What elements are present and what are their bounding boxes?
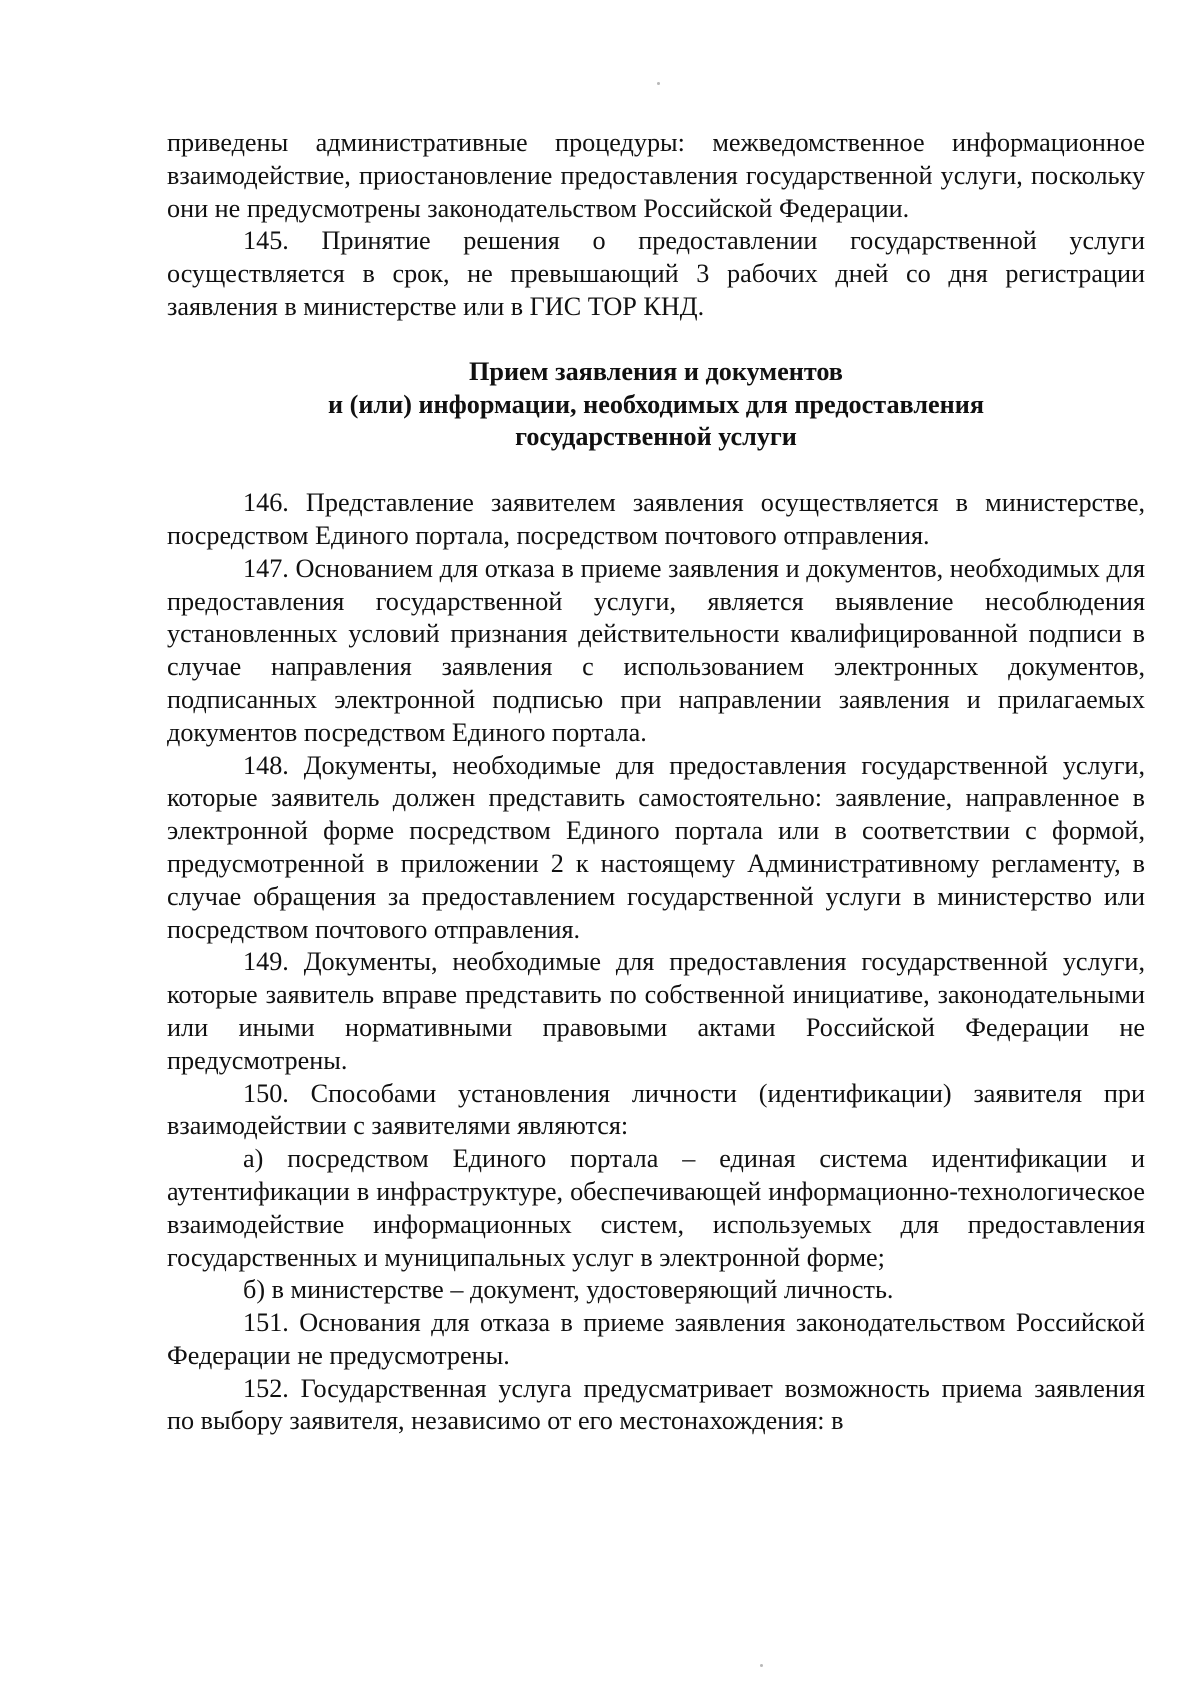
document-body: [167, 127, 1145, 1438]
paragraph-146: 146. Представление заявителем заявления осуществляется в министерстве, посредством Единого портала, посредством почтового отправления.: [167, 488, 1145, 550]
section-heading: [167, 356, 1145, 454]
paragraph-151: 151. Основания для отказа в приеме заявления законодательством Российской Федерации не предусмотрены.: [167, 1308, 1145, 1370]
scan-speck: [657, 82, 660, 85]
paragraph-150-b: б) в министерстве – документ, удостоверяющий личность.: [243, 1275, 894, 1305]
paragraph-145: 145. Принятие решения о предоставлении государственной услуги осуществляется в срок, не превышающий 3 рабочих дней со дня регистрации заявления в министерстве или в ГИС ТОР КНД.: [167, 226, 1145, 321]
paragraph-147: 147. Основанием для отказа в приеме заявления и документов, необходимых для предоставления государственной услуги, является выявление несоблюдения установленных условий признания действительности квалифицированной подписи в случае направления заявления с использованием электронных документов, подписанных электронной подписью при направлении заявления и прилагаемых документов посредством Единого портала.: [167, 553, 1145, 747]
paragraph-148: 148. Документы, необходимые для предоставления государственной услуги, которые заявитель должен представить самостоятельно: заявление, направленное в электронной форме посредством Единого портала или в соответствии с формой, предусмотренной в приложении 2 к настоящему Административному регламенту, в случае обращения за предоставлением государственной услуги в министерство или посредством почтового отправления.: [167, 750, 1145, 944]
paragraph-149: 149. Документы, необходимые для предоставления государственной услуги, которые заявитель вправе представить по собственной инициативе, законодательными или иными нормативными правовыми актами Российской Федерации не предусмотрены.: [167, 947, 1145, 1075]
section-heading-line: государственной услуги: [515, 422, 797, 452]
section-heading-line: Прием заявления и документов: [469, 356, 843, 386]
scan-speck: [760, 1664, 763, 1667]
section-heading-line: и (или) информации, необходимых для предоставления: [327, 389, 985, 419]
paragraph-150-a: а) посредством Единого портала – единая система идентификации и аутентификации в инфраструктуре, обеспечивающей информационно-технологическое взаимодействие информационных систем, используемых для предоставления государственных и муниципальных услуг в электронной форме;: [167, 1144, 1145, 1272]
paragraph-152: 152. Государственная услуга предусматривает возможность приема заявления по выбору заявителя, независимо от его местонахождения: в: [167, 1373, 1145, 1436]
paragraph-150: 150. Способами установления личности (идентификации) заявителя при взаимодействии с заявителями являются:: [167, 1078, 1145, 1141]
paragraph-continuation: приведены административные процедуры: межведомственное информационное взаимодействие, приостановление предоставления государственной услуги, поскольку они не предусмотрены законодательством Российской Федерации.: [167, 128, 1145, 223]
